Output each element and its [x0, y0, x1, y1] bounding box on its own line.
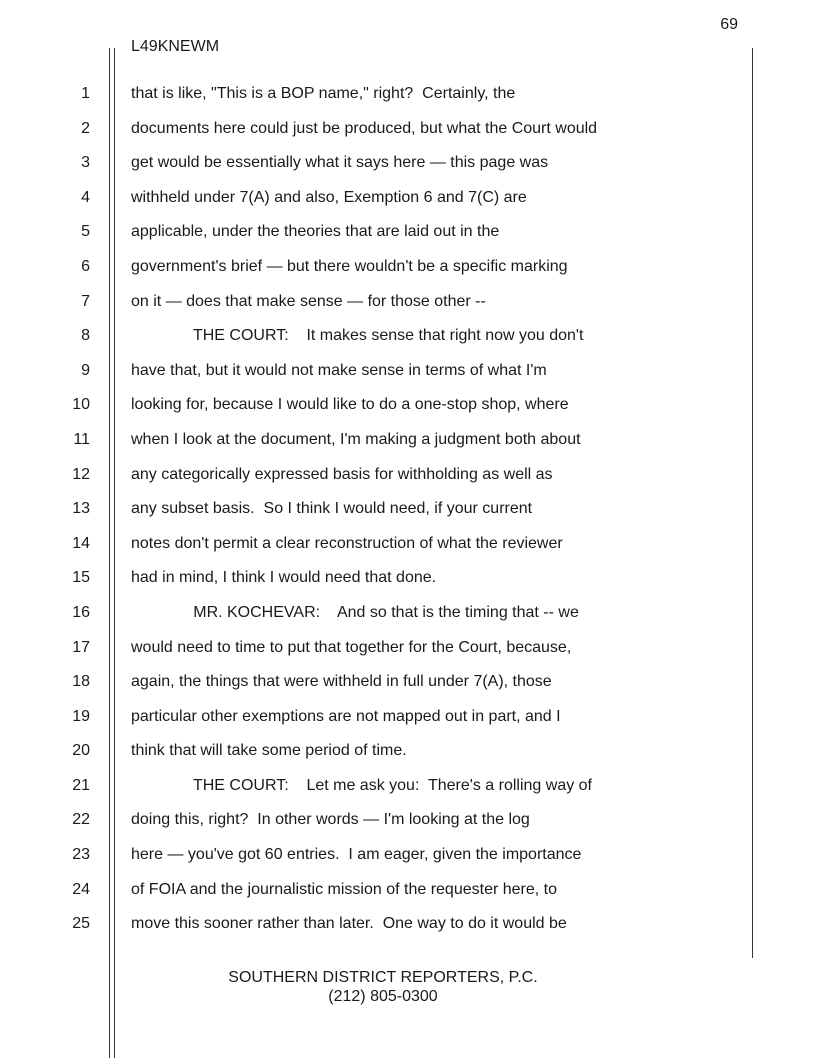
- line-text: here — you've got 60 entries. I am eager, given the importance: [131, 846, 582, 864]
- reporter-phone: (212) 805-0300: [328, 988, 438, 1005]
- line-text: on it — does that make sense — for those other --: [131, 292, 486, 310]
- line-number: 24: [72, 880, 90, 898]
- line-number: 3: [81, 154, 90, 172]
- line-number: 12: [72, 465, 90, 483]
- transcript-line: [0, 361, 816, 396]
- transcript-line: [0, 810, 816, 845]
- line-text: think that will take some period of time.: [131, 742, 407, 760]
- line-number: 22: [72, 811, 90, 829]
- transcript-lines: [0, 84, 816, 949]
- line-text: particular other exemptions are not mapped out in part, and I: [131, 707, 561, 725]
- transcript-line: [0, 119, 816, 154]
- line-text: move this sooner rather than later. One way to do it would be: [131, 915, 567, 933]
- transcript-line: [0, 707, 816, 742]
- transcript-line: [0, 568, 816, 603]
- line-number: 5: [81, 223, 90, 241]
- line-text: that is like, "This is a BOP name," right? Certainly, the: [131, 85, 516, 102]
- reporter-name: SOUTHERN DISTRICT REPORTERS, P.C.: [228, 969, 538, 986]
- transcript-line: [0, 534, 816, 569]
- transcript-line: [0, 188, 816, 223]
- transcript-line: [0, 845, 816, 880]
- line-text: when I look at the document, I'm making a judgment both about: [131, 430, 581, 448]
- transcript-line: [0, 153, 816, 188]
- line-number: 18: [72, 673, 90, 691]
- line-number: 8: [81, 327, 90, 345]
- line-text: again, the things that were withheld in full under 7(A), those: [131, 673, 552, 691]
- line-text: documents here could just be produced, but what the Court would: [131, 119, 598, 137]
- transcript-line: [0, 430, 816, 465]
- line-number: 15: [72, 569, 90, 587]
- transcript-line: [0, 880, 816, 915]
- transcript-line: [0, 741, 816, 776]
- transcript-line: [0, 326, 816, 361]
- line-number: 19: [72, 707, 90, 725]
- line-text: applicable, under the theories that are laid out in the: [131, 223, 500, 241]
- line-number: 6: [81, 257, 90, 275]
- transcript-line: [0, 222, 816, 257]
- line-text: THE COURT: It makes sense that right now you don't: [131, 327, 584, 345]
- transcript-line: [0, 776, 816, 811]
- line-number: 11: [73, 430, 90, 448]
- line-text: would need to time to put that together for the Court, because,: [131, 638, 572, 656]
- line-text: MR. KOCHEVAR: And so that is the timing that -- we: [131, 603, 579, 621]
- page-footer: [0, 968, 766, 1006]
- transcript-line: [0, 914, 816, 949]
- line-text: any categorically expressed basis for withholding as well as: [131, 465, 553, 483]
- line-text: get would be essentially what it says here — this page was: [131, 154, 549, 172]
- transcript-line: [0, 84, 816, 119]
- line-number: 1: [81, 85, 90, 102]
- line-number: 13: [72, 500, 90, 518]
- line-number: 14: [72, 534, 90, 552]
- line-text: have that, but it would not make sense in terms of what I'm: [131, 361, 547, 379]
- line-number: 7: [81, 292, 90, 310]
- line-number: 10: [72, 396, 90, 414]
- line-number: 23: [72, 846, 90, 864]
- transcript-line: [0, 499, 816, 534]
- line-number: 17: [72, 638, 90, 656]
- case-id: L49KNEWM: [131, 38, 220, 55]
- line-number: 4: [81, 188, 90, 206]
- line-text: of FOIA and the journalistic mission of the requester here, to: [131, 880, 557, 898]
- transcript-line: [0, 603, 816, 638]
- line-number: 25: [72, 915, 90, 933]
- line-number: 9: [81, 361, 90, 379]
- transcript-line: [0, 465, 816, 500]
- line-text: doing this, right? In other words — I'm looking at the log: [131, 811, 530, 829]
- page-number: 69: [720, 16, 738, 33]
- line-text: notes don't permit a clear reconstruction of what the reviewer: [131, 534, 563, 552]
- line-text: government's brief — but there wouldn't be a specific marking: [131, 257, 568, 275]
- line-text: looking for, because I would like to do a one-stop shop, where: [131, 396, 569, 414]
- line-text: THE COURT: Let me ask you: There's a rolling way of: [131, 776, 592, 794]
- transcript-line: [0, 638, 816, 673]
- transcript-line: [0, 672, 816, 707]
- transcript-line: [0, 395, 816, 430]
- line-text: had in mind, I think I would need that done.: [131, 569, 437, 587]
- transcript-line: [0, 292, 816, 327]
- transcript-line: [0, 257, 816, 292]
- line-text: withheld under 7(A) and also, Exemption 6 and 7(C) are: [131, 188, 527, 206]
- line-text: any subset basis. So I think I would need, if your current: [131, 500, 533, 518]
- line-number: 2: [81, 119, 90, 137]
- line-number: 16: [72, 603, 90, 621]
- line-number: 20: [72, 742, 90, 760]
- line-number: 21: [72, 776, 90, 794]
